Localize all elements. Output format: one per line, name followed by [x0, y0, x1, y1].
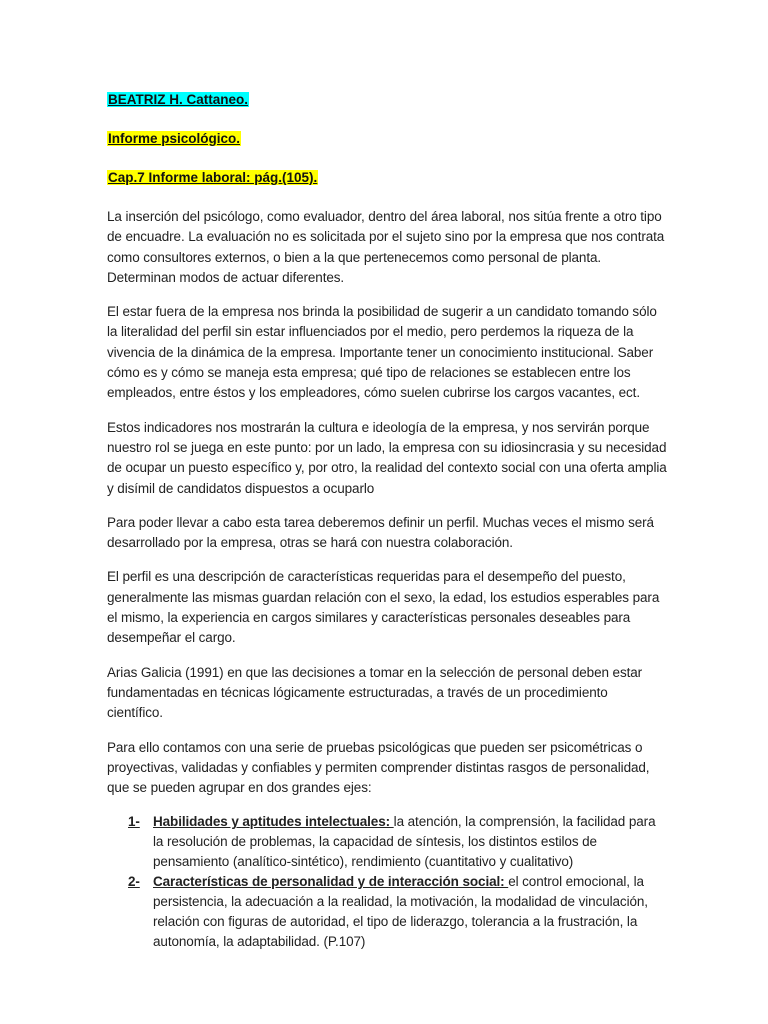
- chapter-highlight: Cap.7 Informe laboral: pág.(105).: [108, 170, 318, 185]
- list-item-heading: Características de personalidad y de interacción social:: [153, 874, 509, 890]
- chapter-heading: [107, 168, 667, 188]
- paragraph-7: Para ello contamos con una serie de pruebas psicológicas que pueden ser psicométricas o proyectivas, validadas y confiables y permiten comprender distintas rasgos de personalidad, que se pueden agrupar en dos grandes ejes:: [107, 739, 650, 796]
- paragraph-5: El perfil es una descripción de características requeridas para el desempeño del puesto, generalmente las mismas guardan relación con el sexo, la edad, los estudios esperables para el mismo, la experiencia en cargos similares y características personales deseables para desempeñar el cargo.: [107, 569, 660, 646]
- report-title: [107, 129, 667, 149]
- paragraph-2: El estar fuera de la empresa nos brinda la posibilidad de sugerir a un candidato tomando sólo la literalidad del perfil sin estar influenciados por el medio, pero perdemos la riqueza de la vivencia de la dinámica de la empresa. Importante tener un conocimiento institucional. Saber cómo es y cómo se maneja esta empresa; qué tipo de relaciones se establecen entre los empleados, entre éstos y los empleadores, cómo suelen cubrirse los cargos vacantes, ect.: [107, 304, 657, 401]
- paragraph-1: La inserción del psicólogo, como evaluador, dentro del área laboral, nos sitúa frente a otro tipo de encuadre. La evaluación no es solicitada por el sujeto sino por la empresa que nos contrata como consultores externos, o bien a la que pertenecemos como personal de planta. Determinan modos de actuar diferentes.: [107, 209, 665, 285]
- paragraph-3: Estos indicadores nos mostrarán la cultura e ideología de la empresa, y nos servirán porque nuestro rol se juega en este punto: por un lado, la empresa con su idiosincrasia y su necesidad de ocupar un puesto específico y, por otro, la realidad del contexto social con una oferta amplia y disímil de candidatos dispuestos a ocuparlo: [107, 419, 667, 496]
- list-item-heading: Habilidades y aptitudes intelectuales:: [153, 814, 394, 830]
- trait-axes-list: [128, 812, 667, 952]
- paragraph-4: Para poder llevar a cabo esta tarea deberemos definir un perfil. Muchas veces el mismo será desarrollado por la empresa, otras se hará con nuestra colaboración.: [107, 514, 654, 551]
- title-highlight: Informe psicológico.: [108, 131, 241, 146]
- list-item-personality: [128, 872, 667, 952]
- paragraph-6: Arias Galicia (1991) en que las decisiones a tomar en la selección de personal deben estar fundamentadas en técnicas lógicamente estructuradas, a través de un procedimiento científico.: [107, 664, 643, 721]
- list-number: 1-: [128, 814, 140, 830]
- list-number: 2-: [128, 874, 140, 890]
- document-page: [107, 90, 667, 952]
- author-highlight: BEATRIZ H. Cattaneo.: [108, 92, 249, 107]
- author-heading: [107, 90, 667, 110]
- list-item-text: la atención, la comprensión, la facilidad para la resolución de problemas, la capacidad de síntesis, los distintos estilos de pensamiento (analítico-sintético), rendimiento (cuantitativo y cualitativo): [153, 814, 656, 870]
- list-item-intellectual: [128, 812, 667, 872]
- list-item-text: el control emocional, la persistencia, la adecuación a la realidad, la motivación, la modalidad de vinculación, relación con figuras de autoridad, el tipo de liderazgo, tolerancia a la frustración, la autonomía, la adaptabilidad. (P.107): [153, 874, 648, 950]
